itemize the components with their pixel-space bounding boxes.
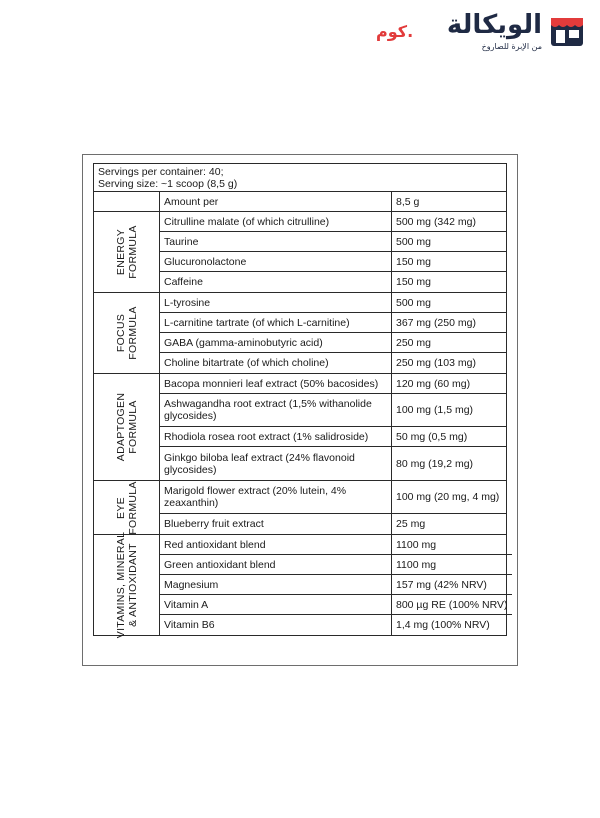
group-label [94,374,160,480]
shop-icon [548,12,586,50]
nutrient-amount: 120 mg (60 mg) [396,377,471,390]
nutrient-amount: 25 mg [396,518,426,530]
amount-row [94,192,506,212]
nutrient-amount: 500 mg [396,235,432,248]
nutrient-row [160,447,506,480]
brand-logo[interactable] [376,10,586,54]
servings-per-container: Servings per container: 40; [98,166,224,178]
facts-groups [94,212,508,639]
logo-tagline: من الإبرة للصاروخ [481,42,542,51]
nutrient-amount: 1,4 mg (100% NRV) [396,619,490,631]
amount-label: Amount per [160,192,392,211]
group-label-text: EYE FORMULA [114,480,139,535]
nutrient-row [160,232,506,252]
group-label [94,293,160,373]
facts-group [94,374,506,481]
nutrient-row [160,394,506,427]
nutrient-name: Citrulline malate (of which citrulline) [160,212,392,231]
nutrient-name: Glucuronolactone [160,252,392,271]
nutrient-row [160,252,506,272]
nutrient-amount: 800 µg RE (100% NRV) [396,598,508,611]
nutrient-row [160,333,506,353]
nutrient-name: L-tyrosine [160,293,392,312]
nutrient-amount: 367 mg (250 mg) [396,316,476,329]
nutrient-row [160,595,512,615]
nutrient-row [160,313,506,333]
nutrient-row [160,481,506,514]
nutrient-name: GABA (gamma-aminobutyric acid) [160,333,392,352]
facts-group [94,212,506,293]
nutrient-row [160,272,506,292]
nutrient-name: Bacopa monnieri leaf extract (50% bacosides) [160,374,392,393]
nutrient-name: Blueberry fruit extract [160,514,392,534]
nutrient-amount: 250 mg [396,336,432,349]
nutrient-name: Marigold flower extract (20% lutein, 4% zeaxanthin) [160,481,392,513]
nutrient-name: Magnesium [160,575,392,594]
logo-wordmark: الويكالة [446,10,542,40]
facts-group [94,531,508,639]
supplement-facts-panel [82,154,518,666]
group-label-text: ENERGY FORMULA [114,225,139,279]
nutrient-amount: 250 mg (103 mg) [396,357,476,369]
facts-group [94,293,506,374]
group-label-text: FOCUS FORMULA [114,306,139,360]
amount-value: 8,5 g [396,195,420,208]
nutrient-amount: 150 mg [396,255,432,268]
nutrient-row [160,514,506,534]
nutrient-row [160,555,512,575]
facts-group [94,481,506,535]
nutrient-name: Rhodiola rosea root extract (1% salidroside) [160,427,392,446]
nutrient-row [160,615,512,635]
nutrient-amount: 100 mg (20 mg, 4 mg) [396,491,500,503]
nutrient-name: Green antioxidant blend [160,555,392,574]
nutrient-name: Choline bitartrate (of which choline) [160,353,392,373]
logo-domain: .كوم [376,22,414,41]
servings-info [94,164,506,192]
nutrient-amount: 100 mg (1,5 mg) [396,404,474,416]
nutrient-row [160,353,506,373]
group-label [94,212,160,292]
nutrient-row [160,374,506,394]
nutrient-amount: 80 mg (19,2 mg) [396,457,474,470]
nutrient-name: Taurine [160,232,392,251]
nutrient-name: Caffeine [160,272,392,292]
nutrient-name: Ashwagandha root extract (1,5% withanolide glycosides) [160,394,392,426]
facts-table [93,163,508,639]
group-label-text: VITAMINS, MINERAL & ANTIOXIDANT [114,531,139,639]
nutrient-amount: 500 mg [396,296,432,309]
serving-size: Serving size: ~1 scoop (8,5 g) [98,178,238,190]
nutrient-amount: 157 mg (42% NRV) [396,578,487,591]
nutrient-name: Red antioxidant blend [160,535,392,554]
nutrient-amount: 1100 mg [396,538,437,551]
nutrient-amount: 1100 mg [396,558,437,571]
group-label [94,531,160,639]
nutrient-row [160,293,506,313]
nutrient-amount: 500 mg (342 mg) [396,215,476,228]
nutrient-row [160,427,506,447]
group-label [94,481,160,534]
nutrient-row [160,212,506,232]
nutrient-amount: 50 mg (0,5 mg) [396,430,468,443]
nutrient-name: Vitamin A [160,595,392,614]
group-label-text: ADAPTOGEN FORMULA [114,392,139,462]
nutrient-row [160,535,512,555]
nutrient-name: L-carnitine tartrate (of which L-carnitine) [160,313,392,332]
nutrient-name: Vitamin B6 [160,615,392,635]
nutrient-row [160,575,512,595]
nutrient-amount: 150 mg [396,276,432,288]
nutrient-name: Ginkgo biloba leaf extract (24% flavonoid glycosides) [160,447,392,480]
